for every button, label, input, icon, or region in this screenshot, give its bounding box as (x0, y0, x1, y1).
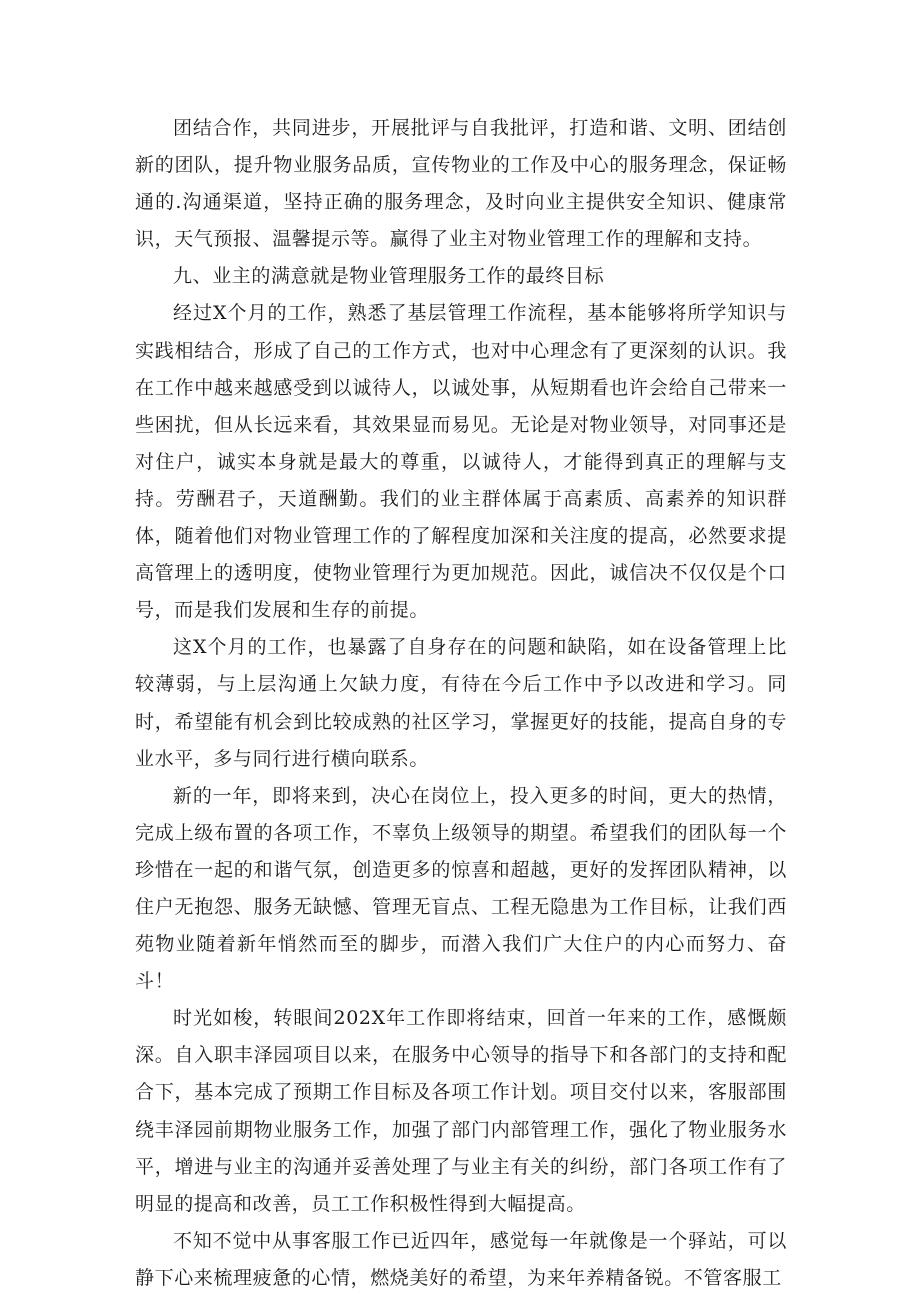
paragraph-shortcomings: 这X个月的工作，也暴露了自身存在的问题和缺陷，如在设备管理上比较薄弱，与上层沟通上欠缺力度，有待在今后工作中予以改进和学习。同时，希望能有机会到比较成熟的社区学习，掌握更好的技能，提高自身的专业水平，多与同行进行横向联系。 (135, 636, 787, 770)
paragraph-customer-service: 不知不觉中从事客服工作已近四年，感觉每一年就像是一个驿站，可以静下心来梳理疲惫的心情，燃烧美好的希望，为来年养精备锐。不管客服工 (135, 1229, 787, 1289)
paragraph-experience: 经过X个月的工作，熟悉了基层管理工作流程，基本能够将所学知识与实践相结合，形成了自己的工作方式，也对中心理念有了更深刻的认识。我在工作中越来越感受到以诚待人，以诚处事，从短期看也许会给自己带来一些困扰，但从长远来看，其效果显而易见。无论是对物业领导，对同事还是对住户，诚实本身就是最大的尊重，以诚待人，才能得到真正的理解与支持。劳酬君子，天道酬勤。我们的业主群体属于高素质、高素养的知识群体，随着他们对物业管理工作的了解程度加深和关注度的提高，必然要求提高管理上的透明度，使物业管理行为更加规范。因此，诚信决不仅仅是个口号，而是我们发展和生存的前提。 (135, 302, 787, 622)
paragraph-year-review: 时光如梭，转眼间202X年工作即将结束，回首一年来的工作，感慨颇深。自入职丰泽园项目以来，在服务中心领导的指导下和各部门的支持和配合下，基本完成了预期工作目标及各项工作计划。项目交付以来，客服部围绕丰泽园前期物业服务工作，加强了部门内部管理工作，强化了物业服务水平，增进与业主的沟通并妥善处理了与业主有关的纠纷，部门各项工作有了明显的提高和改善，员工工作积极性得到大幅提高。 (135, 1007, 787, 1215)
paragraph-new-year: 新的一年，即将来到，决心在岗位上，投入更多的时间，更大的热情，完成上级布置的各项工作，不辜负上级领导的期望。希望我们的团队每一个珍惜在一起的和谐气氛，创造更多的惊喜和超越，更好的发挥团队精神，以住户无抱怨、服务无缺憾、管理无盲点、工程无隐患为工作目标，让我们西苑物业随着新年悄然而至的脚步，而潜入我们广大住户的内心而努力、奋斗！ (135, 784, 787, 993)
paragraph-teamwork: 团结合作，共同进步，开展批评与自我批评，打造和谐、文明、团结创新的团队，提升物业服务品质，宣传物业的工作及中心的服务理念，保证畅通的.沟通渠道，坚持正确的服务理念，及时向业主提供安全知识、健康常识，天气预报、温馨提示等。赢得了业主对物业管理工作的理解和支持。 (135, 117, 787, 251)
section-heading-nine: 九、业主的满意就是物业管理服务工作的最终目标 (173, 265, 605, 288)
document-body (135, 110, 787, 1297)
